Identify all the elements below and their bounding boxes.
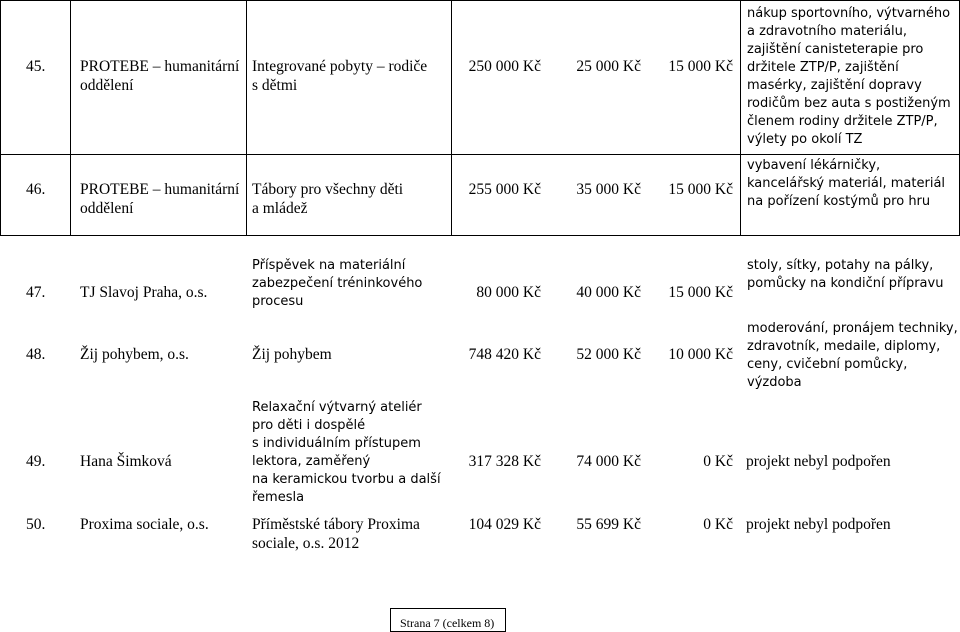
applicant-line: TJ Slavoj Praha, o.s. xyxy=(80,284,208,301)
minimum-amount: 15 000 Kč xyxy=(668,58,733,75)
proposed-amount: 25 000 Kč xyxy=(576,58,641,75)
purpose-line: výlety po okolí TZ xyxy=(747,132,863,147)
purpose-line: ceny, cvičební pomůcky, xyxy=(747,357,908,372)
requested-amount: 80 000 Kč xyxy=(476,284,541,301)
project-line: Žij pohybem xyxy=(252,346,332,363)
applicant-line: Žij pohybem, o.s. xyxy=(80,346,189,363)
project-line: a mládež xyxy=(252,200,308,217)
column-divider-applicant xyxy=(246,0,247,236)
project-line: Příměstské tábory Proxima xyxy=(252,516,420,533)
purpose-line: výzdoba xyxy=(747,375,802,390)
purpose-line: vybavení lékárničky, xyxy=(747,158,881,173)
applicant-line: PROTEBE – humanitární xyxy=(80,58,240,75)
row-number: 46. xyxy=(26,181,46,198)
row-number: 49. xyxy=(26,453,46,470)
purpose-line: projekt nebyl podpořen xyxy=(746,453,891,470)
requested-amount: 250 000 Kč xyxy=(468,58,541,75)
minimum-amount: 0 Kč xyxy=(703,453,733,470)
purpose-line: moderování, pronájem techniky, xyxy=(747,321,958,336)
project-line: lektora, zaměřený xyxy=(252,454,371,469)
purpose-line: zajištění canisteterapie pro xyxy=(747,42,924,57)
applicant-line: oddělení xyxy=(80,200,134,217)
row-number: 48. xyxy=(26,346,46,363)
project-line: řemesla xyxy=(252,490,305,505)
project-line: Relaxační výtvarný ateliér xyxy=(252,400,422,415)
project-line: zabezpečení tréninkového xyxy=(252,276,423,291)
proposed-amount: 35 000 Kč xyxy=(576,181,641,198)
purpose-line: zdravotník, medaile, diplomy, xyxy=(747,339,941,354)
proposed-amount: 40 000 Kč xyxy=(576,284,641,301)
column-divider-project xyxy=(451,0,452,236)
requested-amount: 104 029 Kč xyxy=(468,516,541,533)
project-line: s dětmi xyxy=(252,77,298,94)
minimum-amount: 15 000 Kč xyxy=(668,181,733,198)
applicant-line: oddělení xyxy=(80,77,134,94)
purpose-line: stoly, sítky, potahy na pálky, xyxy=(747,258,934,273)
project-line: procesu xyxy=(252,294,304,309)
purpose-line: držitele ZTP/P, zajištění xyxy=(747,60,899,75)
purpose-line: na pořízení kostýmů pro hru xyxy=(747,194,931,209)
applicant-line: PROTEBE – humanitární xyxy=(80,181,240,198)
project-line: pro děti i dospělé xyxy=(252,418,366,433)
purpose-line: masérky, zajištění dopravy xyxy=(747,78,922,93)
minimum-amount: 10 000 Kč xyxy=(668,346,733,363)
proposed-amount: 55 699 Kč xyxy=(576,516,641,533)
purpose-line: rodičům bez auta s postiženým xyxy=(747,96,951,111)
purpose-line: kancelářský materiál, materiál xyxy=(747,176,946,191)
proposed-amount: 52 000 Kč xyxy=(576,346,641,363)
proposed-amount: 74 000 Kč xyxy=(576,453,641,470)
requested-amount: 748 420 Kč xyxy=(468,346,541,363)
row-number: 47. xyxy=(26,284,46,301)
minimum-amount: 0 Kč xyxy=(703,516,733,533)
requested-amount: 255 000 Kč xyxy=(468,181,541,198)
project-line: Příspěvek na materiální xyxy=(252,258,406,273)
requested-amount: 317 328 Kč xyxy=(468,453,541,470)
project-line: Tábory pro všechny děti xyxy=(252,181,404,198)
project-line: Integrované pobyty – rodiče xyxy=(252,58,428,75)
purpose-line: nákup sportovního, výtvarného xyxy=(747,6,951,21)
applicant-line: Hana Šimková xyxy=(80,453,172,470)
row-number: 45. xyxy=(26,58,46,75)
page-number-label: Strana 7 (celkem 8) xyxy=(400,616,495,630)
project-line: s individuálním přístupem xyxy=(252,436,421,451)
purpose-line: pomůcky na kondiční přípravu xyxy=(747,276,944,291)
purpose-line: projekt nebyl podpořen xyxy=(746,516,891,533)
project-line: na keramickou tvorbu a další xyxy=(252,472,441,487)
row-divider-45-46 xyxy=(0,154,960,155)
minimum-amount: 15 000 Kč xyxy=(668,284,733,301)
purpose-line: členem rodiny držitele ZTP/P, xyxy=(747,114,938,129)
column-divider-amounts xyxy=(740,0,741,236)
purpose-line: a zdravotního materiálu, xyxy=(747,24,908,39)
applicant-line: Proxima sociale, o.s. xyxy=(80,516,209,533)
column-divider-number xyxy=(70,0,71,236)
row-number: 50. xyxy=(26,516,46,533)
project-line: sociale, o.s. 2012 xyxy=(252,535,360,552)
